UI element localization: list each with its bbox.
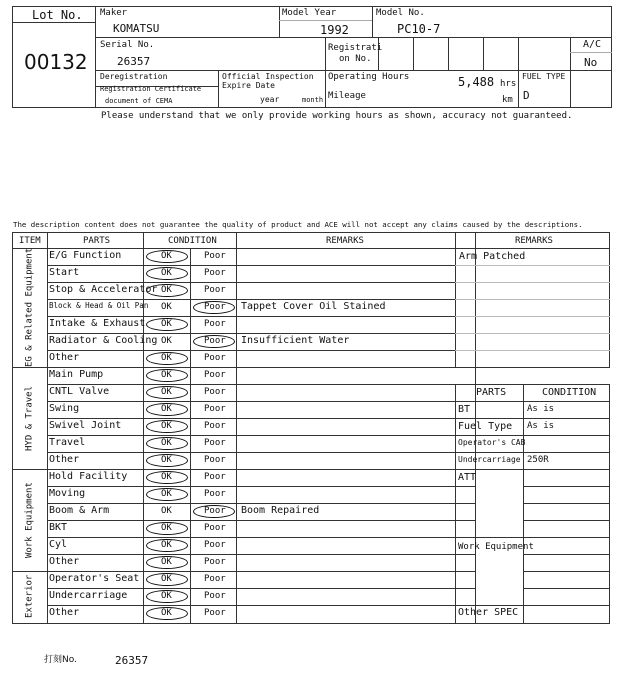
part-label: Stop & Accelerator: [49, 284, 158, 295]
row-divider: [523, 588, 610, 589]
part-label: Other: [49, 556, 80, 567]
poor-option: Poor: [204, 455, 226, 465]
poor-option: Poor: [204, 591, 226, 601]
ok-option: OK: [161, 455, 172, 465]
hours-notice: Please understand that we only provide working hours as shown, accuracy not guaranteed.: [101, 111, 573, 121]
right-part-condition: As is: [527, 421, 555, 431]
row-divider: [47, 435, 476, 436]
row-divider: [47, 486, 476, 487]
cema-document-label: document of CEMA: [105, 97, 173, 105]
month-label: month: [302, 96, 324, 104]
right-part-condition: 250R: [527, 455, 549, 465]
part-label: Cyl: [49, 539, 68, 550]
group-label: Exterior: [24, 574, 35, 619]
part-label: Swing: [49, 403, 80, 414]
ok-circle-mark: [146, 267, 188, 280]
row-divider: [47, 418, 476, 419]
other-spec-label: Other SPEC: [458, 607, 519, 618]
part-label: Undercarriage: [49, 590, 128, 601]
ok-option: OK: [161, 370, 172, 380]
row-divider: [47, 282, 476, 283]
row-divider: [47, 537, 476, 538]
serial-label: Serial No.: [100, 40, 155, 50]
ok-circle-mark: [146, 522, 188, 535]
poor-circle-mark: [193, 505, 235, 518]
ok-circle-mark: [146, 369, 188, 382]
ok-option: OK: [161, 540, 172, 550]
row-divider: [47, 299, 476, 300]
poor-option: Poor: [204, 489, 226, 499]
row-divider: [47, 265, 476, 266]
row-divider: [12, 571, 476, 572]
serial-value: 26357: [117, 55, 151, 68]
remark-text: Insufficient Water: [241, 335, 350, 346]
right-part-label: Undercarriage: [458, 455, 521, 464]
item-header: ITEM: [19, 236, 41, 246]
fuel-type-label: FUEL TYPE: [522, 72, 566, 81]
row-divider: [47, 520, 476, 521]
row-divider: [47, 554, 476, 555]
ok-circle-mark: [146, 573, 188, 586]
work-equipment-label: Work Equipment: [458, 542, 534, 552]
part-label: Other: [49, 607, 80, 618]
condition-header: CONDITION: [168, 236, 217, 246]
remark-text: Boom Repaired: [241, 505, 320, 516]
mileage-label: Mileage: [328, 91, 366, 101]
row-divider: [523, 554, 610, 555]
row-divider: [47, 503, 476, 504]
registration-certificate-label: Registration Certificate: [100, 85, 202, 93]
ok-option: OK: [161, 336, 172, 346]
row-divider: [47, 401, 476, 402]
poor-option: Poor: [204, 387, 226, 397]
stamp-value: 26357: [115, 654, 149, 667]
stamp-label: 打刻No.: [44, 655, 77, 665]
ok-option: OK: [161, 302, 172, 312]
ok-option: OK: [161, 285, 172, 295]
row-divider: [455, 537, 610, 538]
disclaimer: The description content does not guarantee the quality of product and ACE will not accept any claims caused by the descriptions.: [13, 220, 583, 229]
right-condition-header: CONDITION: [542, 387, 597, 398]
part-label: Block & Head & Oil Pan: [49, 301, 149, 310]
ac-value: No: [584, 56, 598, 69]
row-divider: [47, 333, 476, 334]
row-divider: [523, 503, 610, 504]
row-divider: [455, 316, 610, 317]
row-divider: [455, 452, 610, 453]
poor-option: Poor: [204, 421, 226, 431]
poor-option: Poor: [204, 336, 226, 346]
right-part-label: BT: [458, 404, 471, 415]
poor-option: Poor: [204, 251, 226, 261]
row-divider: [455, 299, 610, 300]
row-divider: [455, 333, 610, 334]
ok-option: OK: [161, 421, 172, 431]
ok-option: OK: [161, 557, 172, 567]
remarks-header: REMARKS: [326, 236, 364, 246]
ok-option: OK: [161, 353, 172, 363]
mileage-unit: km: [502, 95, 513, 105]
poor-option: Poor: [204, 540, 226, 550]
poor-option: Poor: [204, 608, 226, 618]
ok-circle-mark: [146, 250, 188, 263]
row-divider: [455, 401, 610, 402]
registration-label-2: on No.: [339, 54, 372, 64]
group-label: HYD & Travel: [24, 385, 35, 451]
ok-option: OK: [161, 319, 172, 329]
row-divider: [12, 367, 476, 368]
part-label: CNTL Valve: [49, 386, 110, 397]
poor-option: Poor: [204, 319, 226, 329]
inspection-label: Official Inspection: [222, 72, 314, 81]
row-divider: [455, 435, 610, 436]
hours-unit: hrs: [500, 79, 517, 89]
ok-circle-mark: [146, 556, 188, 569]
row-divider: [47, 588, 476, 589]
ok-circle-mark: [146, 284, 188, 297]
part-label: Boom & Arm: [49, 505, 110, 516]
lot-number: 00132: [24, 50, 88, 74]
ok-option: OK: [161, 404, 172, 414]
part-label: Other: [49, 352, 80, 363]
ok-option: OK: [161, 387, 172, 397]
ok-option: OK: [161, 251, 172, 261]
poor-option: Poor: [204, 268, 226, 278]
inspection-label-2: Expire Date: [222, 81, 275, 90]
row-divider: [455, 418, 610, 419]
poor-option: Poor: [204, 574, 226, 584]
ok-circle-mark: [146, 352, 188, 365]
model-year-label: Model Year: [282, 8, 337, 18]
right-part-label: Fuel Type: [458, 421, 513, 432]
part-label: Other: [49, 454, 80, 465]
ok-option: OK: [161, 438, 172, 448]
row-divider: [523, 571, 610, 572]
model-no-value: PC10-7: [397, 22, 441, 36]
fuel-type-value: D: [523, 89, 530, 102]
row-divider: [47, 316, 476, 317]
maker-label: Maker: [100, 8, 128, 18]
remark-text: Tappet Cover Oil Stained: [241, 301, 386, 312]
poor-option: Poor: [204, 523, 226, 533]
ok-circle-mark: [146, 420, 188, 433]
poor-option: Poor: [204, 353, 226, 363]
parts-header: PARTS: [83, 236, 111, 246]
group-label: Work Equipment: [24, 482, 35, 558]
ok-option: OK: [161, 489, 172, 499]
part-label: Moving: [49, 488, 86, 499]
ok-option: OK: [161, 591, 172, 601]
ac-label: A/C: [583, 39, 602, 50]
part-label: BKT: [49, 522, 68, 533]
poor-option: Poor: [204, 404, 226, 414]
ok-circle-mark: [146, 454, 188, 467]
model-no-label: Model No.: [376, 8, 425, 18]
group-label: EG & Related Equipment: [24, 247, 35, 368]
registration-label: Registrati: [328, 43, 383, 53]
part-label: Radiator & Cooling: [49, 335, 158, 346]
right-part-condition: As is: [527, 404, 555, 414]
part-label: Hold Facility: [49, 471, 128, 482]
row-divider: [455, 265, 610, 266]
part-label: Intake & Exhaust: [49, 318, 146, 329]
year-label: year: [260, 95, 280, 104]
row-divider: [12, 469, 476, 470]
poor-circle-mark: [193, 335, 235, 348]
row-divider: [47, 350, 476, 351]
poor-option: Poor: [204, 506, 226, 516]
poor-option: Poor: [204, 285, 226, 295]
row-divider: [47, 384, 476, 385]
poor-option: Poor: [204, 302, 226, 312]
lot-label: Lot No.: [32, 8, 83, 22]
right-remarks-header: REMARKS: [515, 236, 553, 246]
poor-option: Poor: [204, 557, 226, 567]
row-divider: [47, 605, 476, 606]
ok-option: OK: [161, 268, 172, 278]
row-divider: [47, 452, 476, 453]
maker-value: KOMATSU: [113, 22, 160, 35]
poor-option: Poor: [204, 438, 226, 448]
row-divider: [455, 469, 610, 470]
part-label: Travel: [49, 437, 86, 448]
ok-option: OK: [161, 523, 172, 533]
ok-circle-mark: [146, 590, 188, 603]
part-label: Swivel Joint: [49, 420, 122, 431]
model-year-value: 1992: [320, 23, 349, 37]
ok-circle-mark: [146, 539, 188, 552]
deregistration-label: Deregistration: [100, 72, 168, 81]
right-parts-header: PARTS: [476, 387, 507, 398]
part-label: Start: [49, 267, 80, 278]
part-label: Main Pump: [49, 369, 104, 380]
ok-option: OK: [161, 506, 172, 516]
row-divider: [455, 282, 610, 283]
ok-circle-mark: [146, 488, 188, 501]
ok-option: OK: [161, 472, 172, 482]
row-divider: [523, 486, 610, 487]
ok-circle-mark: [146, 471, 188, 484]
right-remark-text: Arm Patched: [459, 251, 526, 262]
poor-option: Poor: [204, 472, 226, 482]
ok-option: OK: [161, 574, 172, 584]
poor-circle-mark: [193, 301, 235, 314]
row-divider: [455, 350, 610, 351]
row-divider: [523, 520, 610, 521]
operating-hours-value: 5,488: [458, 75, 495, 89]
row-divider: [455, 605, 610, 606]
ok-option: OK: [161, 608, 172, 618]
part-label: Operator's Seat: [49, 573, 140, 584]
part-label: E/G Function: [49, 250, 122, 261]
operating-hours-label: Operating Hours: [328, 72, 410, 82]
right-part-label: Operator's CAB: [458, 438, 526, 447]
ok-circle-mark: [146, 607, 188, 620]
ok-circle-mark: [146, 403, 188, 416]
att-label: ATT: [458, 472, 477, 483]
ok-circle-mark: [146, 437, 188, 450]
ok-circle-mark: [146, 386, 188, 399]
poor-option: Poor: [204, 370, 226, 380]
ok-circle-mark: [146, 318, 188, 331]
